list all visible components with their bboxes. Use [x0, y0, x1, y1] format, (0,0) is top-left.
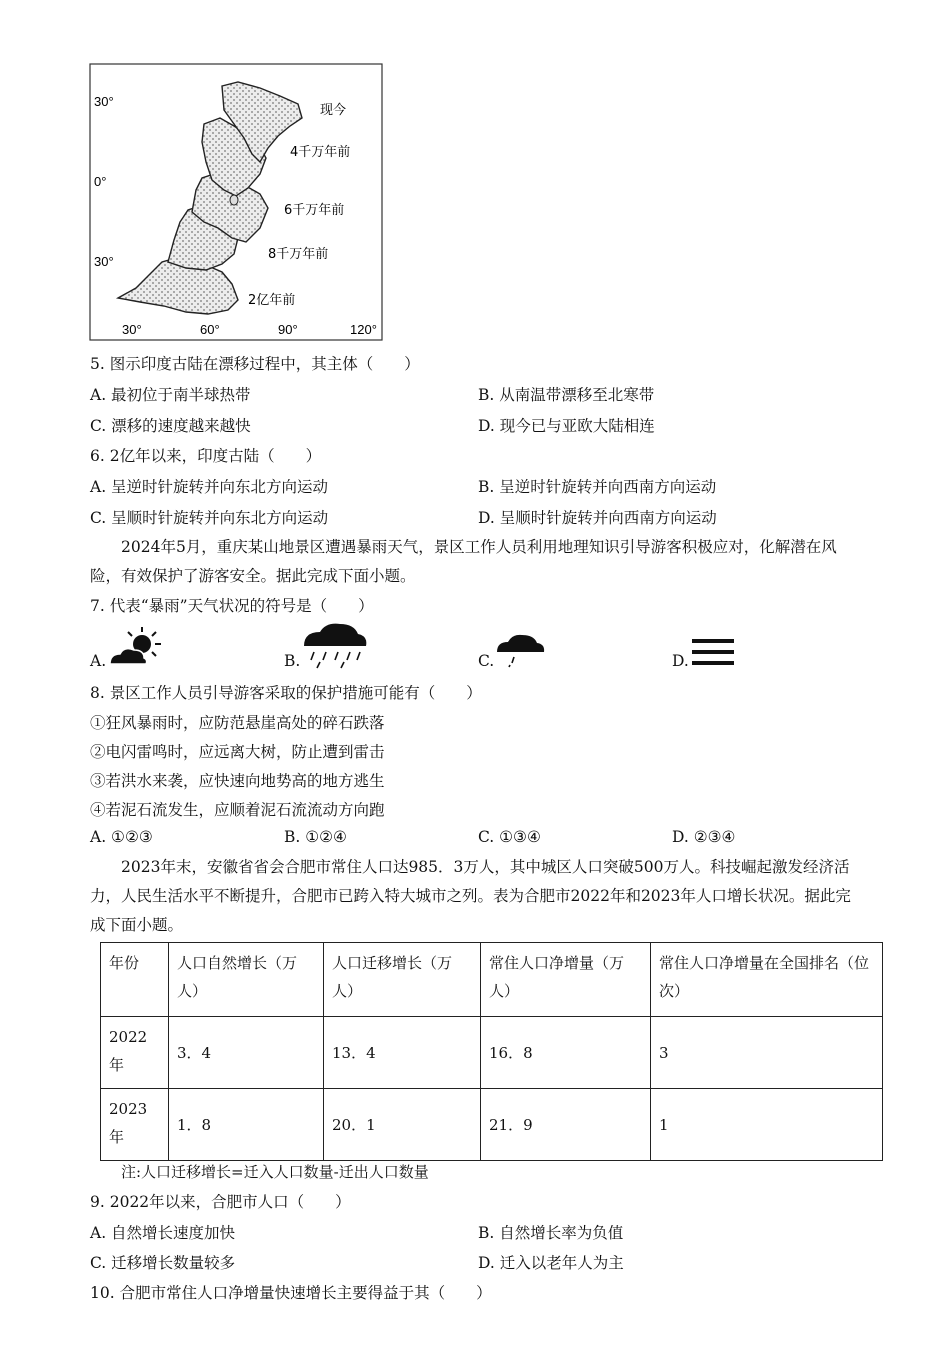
table-cell-net: 16．8: [481, 1017, 651, 1089]
q10-stem: 10. 合肥市常住人口净增量快速增长主要得益于其（ ）: [90, 1284, 492, 1302]
table-cell-migration: 13．4: [324, 1017, 481, 1089]
map-svg: [88, 62, 388, 344]
island-shape: [230, 195, 238, 205]
q8-item-4: ④若泥石流发生，应顺着泥石流流动方向跑: [90, 801, 385, 819]
table-header-row: [101, 943, 883, 1017]
q9-option-d[interactable]: D. 迁入以老年人为主: [478, 1254, 624, 1272]
table-cell-migration: 20．1: [324, 1089, 481, 1161]
q5-option-d[interactable]: D. 现今已与亚欧大陆相连: [478, 417, 655, 435]
q6-option-b[interactable]: B. 呈逆时针旋转并向西南方向运动: [478, 478, 717, 496]
lat-label-30s: 30°: [94, 254, 114, 269]
q8-item-1: ①狂风暴雨时，应防范悬崖高处的碎石跌落: [90, 714, 385, 732]
population-table: [100, 942, 883, 1161]
q8-item-2: ②电闪雷鸣时，应远离大树，防止遭到雷击: [90, 743, 385, 761]
rainstorm-icon: [300, 620, 370, 670]
q9-option-a[interactable]: A. 自然增长速度加快: [90, 1224, 236, 1242]
passage-weather-text: 2024年5月，重庆某山地景区遭遇暴雨天气，景区工作人员利用地理知识引导游客积极应对，化解潜在风险，有效保护了游客安全。据此完成下面小题。: [90, 538, 837, 585]
passage-population-text: 2023年末，安徽省省会合肥市常住人口达985．3万人，其中城区人口突破500万人。科技崛起激发经济活力，人民生活水平不断提升，合肥市已跨入特大城市之列。表为合肥市2022年和2023年人口增长状况。据此完成下面小题。: [90, 858, 851, 934]
q6-option-c[interactable]: C. 呈顺时针旋转并向东北方向运动: [90, 509, 329, 527]
q6-option-a[interactable]: A. 呈逆时针旋转并向东北方向运动: [90, 478, 329, 496]
lon-label-30e: 30°: [122, 322, 142, 337]
table-cell-rank: 1: [651, 1089, 883, 1161]
q9-options-row2: [90, 1251, 890, 1275]
table-row: [101, 1017, 883, 1089]
q8-option-a[interactable]: A. ①②③: [90, 828, 153, 846]
q5-option-a[interactable]: A. 最初位于南半球热带: [90, 386, 251, 404]
q5-option-c[interactable]: C. 漂移的速度越来越快: [90, 417, 251, 435]
lat-label-0: 0°: [94, 174, 107, 189]
q8-option-b[interactable]: B. ①②④: [284, 828, 347, 846]
q8-stem: 8. 景区工作人员引导游客采取的保护措施可能有（ ）: [90, 684, 482, 702]
table-cell-rank: 3: [651, 1017, 883, 1089]
q8-item-3: ③若洪水来袭，应快速向地势高的地方逃生: [90, 772, 385, 790]
q7-option-a[interactable]: A.: [90, 652, 107, 670]
table-note: 注:人口迁移增长=迁入人口数量-迁出人口数量: [121, 1163, 429, 1181]
table-cell-natural: 1．8: [169, 1089, 324, 1161]
q7-option-c[interactable]: C.: [478, 652, 495, 670]
table-header-migration: 人口迁移增长（万人）: [324, 943, 481, 1017]
q7-stem: 7. 代表“暴雨”天气状况的符号是（ ）: [90, 597, 374, 615]
q8-options-row: [90, 828, 890, 852]
q9-option-b[interactable]: B. 自然增长率为负值: [478, 1224, 624, 1242]
q9-options-row1: [90, 1221, 890, 1245]
q5-options-row1: [90, 383, 890, 407]
q8-option-d[interactable]: D. ②③④: [672, 828, 736, 846]
q9-stem: 9. 2022年以来，合肥市人口（ ）: [90, 1193, 351, 1211]
table-row: [101, 1089, 883, 1161]
table-header-net: 常住人口净增量（万人）: [481, 943, 651, 1017]
passage-population: [90, 853, 865, 940]
lon-label-90e: 90°: [278, 322, 298, 337]
q7-option-d[interactable]: D.: [672, 652, 689, 670]
table-header-natural: 人口自然增长（万人）: [169, 943, 324, 1017]
q5-options-row2: [90, 414, 890, 438]
table-cell-year: 2023年: [101, 1089, 169, 1161]
q6-options-row1: [90, 475, 890, 499]
lon-label-60e: 60°: [200, 322, 220, 337]
q7-option-b[interactable]: B.: [284, 652, 301, 670]
q6-options-row2: [90, 506, 890, 530]
q6-option-d[interactable]: D. 呈顺时针旋转并向西南方向运动: [478, 509, 717, 527]
q5-option-b[interactable]: B. 从南温带漂移至北寒带: [478, 386, 655, 404]
q5-stem: 5. 图示印度古陆在漂移过程中，其主体（ ）: [90, 355, 420, 373]
q9-option-c[interactable]: C. 迁移增长数量较多: [90, 1254, 236, 1272]
q8-option-c[interactable]: C. ①③④: [478, 828, 541, 846]
table-header-rank: 常住人口净增量在全国排名（位次）: [651, 943, 883, 1017]
table-cell-natural: 3．4: [169, 1017, 324, 1089]
light-rain-icon: [494, 632, 548, 668]
stage-label-200mya: 2亿年前: [248, 293, 296, 308]
table-cell-net: 21．9: [481, 1089, 651, 1161]
stage-label-present: 现今: [320, 103, 347, 118]
q6-stem: 6. 2亿年以来，印度古陆（ ）: [90, 447, 322, 465]
stage-label-40mya: 4千万年前: [290, 145, 351, 160]
table-cell-year: 2022年: [101, 1017, 169, 1089]
table-header-year: 年份: [101, 943, 169, 1017]
stage-label-80mya: 8千万年前: [268, 247, 329, 262]
lon-label-120e: 120°: [350, 322, 377, 337]
stage-label-60mya: 6千万年前: [284, 203, 345, 218]
sunny-cloudy-icon: [106, 624, 168, 670]
lat-label-30n: 30°: [94, 94, 114, 109]
passage-weather: [90, 533, 865, 591]
fog-icon: [692, 638, 736, 668]
india-drift-map: [88, 62, 388, 344]
